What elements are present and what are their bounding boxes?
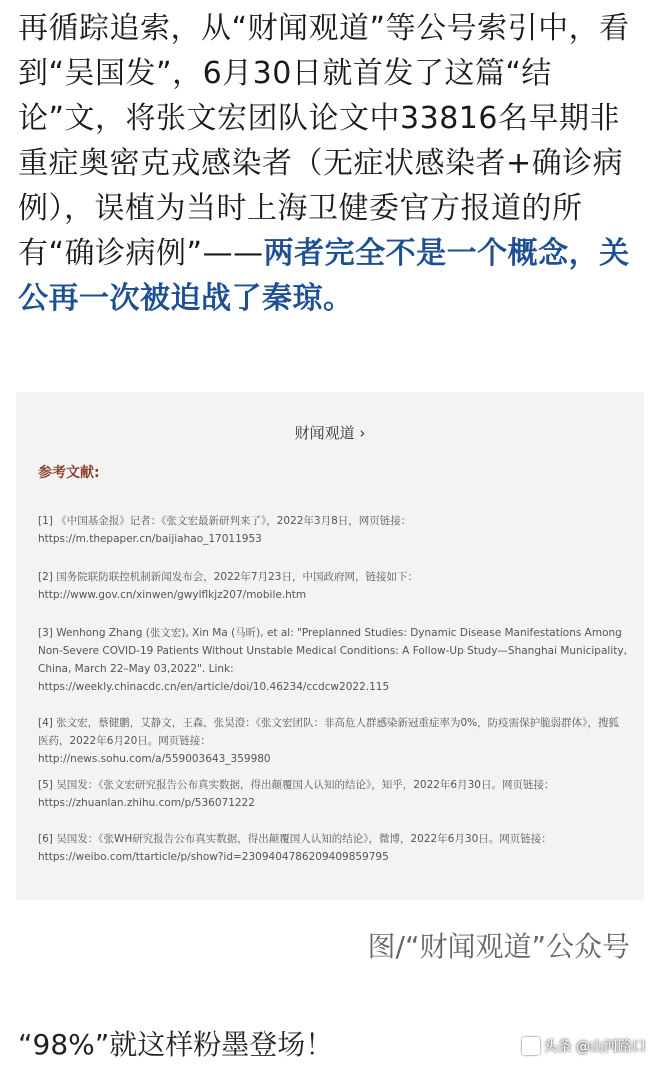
embedded-screenshot: [16, 392, 644, 900]
closing-line: “98%”就这样粉墨登场！: [18, 1028, 334, 1061]
reference-item: [6] 吴国发：《张WH研究报告公布真实数据，得出颠覆国人认知的结论》，微博，2022年6月30日。网页链接： https://weibo.com/ttarticle/p/show?id=2309404786209409859795: [38, 833, 552, 863]
reference-item: [4] 张文宏，蔡健鹏，艾静文，王森，张昊澄：《张文宏团队：非高危人群感染新冠重症率为0%，防疫需保护脆弱群体》，搜狐医药，2022年6月20日。网页链接： http://news.sohu.com/a/559003643_359980: [38, 717, 619, 765]
image-caption: 图/“财闻观道”公众号: [367, 930, 630, 963]
reference-item: [3] Wenhong Zhang (张文宏), Xin Ma (马昕), et al: "Preplanned Studies: Dynamic Disease Manifestations Among Non-Severe COVID-19 Patients Without Unstable Medical Conditions: A Follow-Up Study—Shanghai Municipality, China, March 22–May 03,2022". Link: https://weekly.chinacdc.cn/en/article/doi/10.46234/ccdcw2022.115: [38, 627, 627, 693]
platform-logo-icon: [522, 1037, 540, 1055]
highlighted-text: 两者完全不是一个概念，关公再一次被迫战了秦琼。: [18, 236, 630, 316]
account-title: 财闻观道 ›: [294, 424, 366, 442]
reference-item: [1] 《中国基金报》记者：《张文宏最新研判来了》，2022年3月8日，网页链接： https://m.thepaper.cn/baijiahao_17011953: [38, 515, 412, 545]
watermark: [522, 1036, 646, 1056]
reference-item: [2] 国务院联防联控机制新闻发布会，2022年7月23日，中国政府网，链接如下： http://www.gov.cn/xinwen/gwylflkjz207/mobile.htm: [38, 571, 418, 601]
article-paragraph: [18, 6, 646, 321]
reference-item: [5] 吴国发：《张文宏研究报告公布真实数据，得出颠覆国人认知的结论》，知乎，2022年6月30日。网页链接： https://zhuanlan.zhihu.com/p/536071222: [38, 779, 555, 809]
article-body: [18, 6, 646, 321]
watermark-text: 头条 @山河路口: [543, 1039, 646, 1055]
references-heading: 参考文献:: [38, 465, 100, 481]
paragraph-text: 再循踪追索，从“财闻观道”等公号索引中，看到“吴国发”，6月30日就首发了这篇“结论”文，将张文宏团队论文中33816名早期非重症奥密克戎感染者（无症状感染者+确诊病例），误植为当时上海卫健委官方报道的所有“确诊病例”——: [18, 11, 630, 271]
